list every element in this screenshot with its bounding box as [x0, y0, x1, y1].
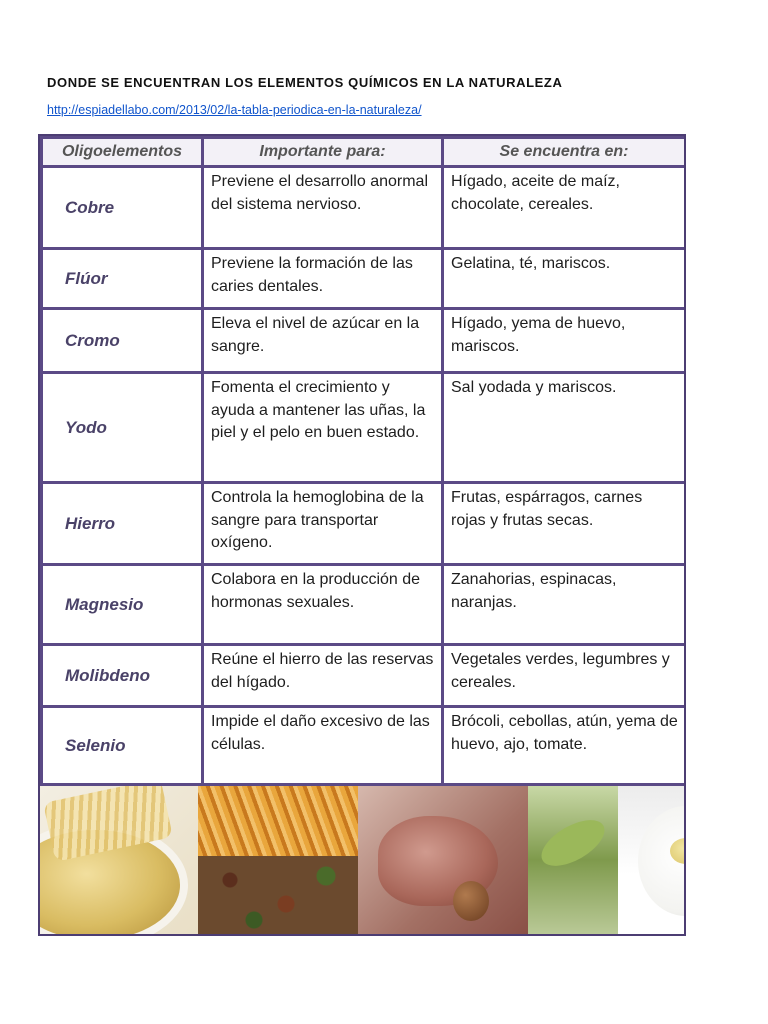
table-row — [42, 645, 686, 707]
element-name: Magnesio — [42, 565, 203, 645]
meat-photo — [358, 786, 528, 934]
egg-photo — [618, 786, 684, 934]
column-header: Se encuentra en: — [443, 138, 686, 167]
column-header: Oligoelementos — [42, 138, 203, 167]
table-row — [42, 565, 686, 645]
element-name: Flúor — [42, 249, 203, 309]
table-row — [42, 249, 686, 309]
element-name: Molibdeno — [42, 645, 203, 707]
table-row — [42, 483, 686, 565]
pasta-and-legumes-photo — [198, 786, 358, 934]
table-row — [42, 373, 686, 483]
source-link[interactable]: http://espiadellabo.com/2013/02/la-tabla-periodica-en-la-naturaleza/ — [47, 103, 422, 117]
leaf-shape — [534, 811, 612, 875]
table-row — [42, 707, 686, 785]
importance-cell: Colabora en la producción de hormonas sexuales. — [203, 565, 443, 645]
source-cell: Sal yodada y mariscos. — [443, 373, 686, 483]
element-name: Hierro — [42, 483, 203, 565]
column-header: Importante para: — [203, 138, 443, 167]
pasta-bowl-photo — [40, 786, 198, 934]
salad-photo — [528, 786, 618, 934]
food-photo-strip — [40, 786, 684, 934]
element-name: Selenio — [42, 707, 203, 785]
importance-cell: Eleva el nivel de azúcar en la sangre. — [203, 309, 443, 373]
source-cell: Hígado, aceite de maíz, chocolate, cereales. — [443, 167, 686, 249]
legumes-shape — [198, 856, 358, 934]
source-cell: Zanahorias, espinacas, naranjas. — [443, 565, 686, 645]
importance-cell: Previene la formación de las caries dentales. — [203, 249, 443, 309]
document-title: DONDE SE ENCUENTRAN LOS ELEMENTOS QUÍMICOS EN LA NATURALEZA — [47, 75, 563, 90]
table-row — [42, 167, 686, 249]
element-name: Cobre — [42, 167, 203, 249]
table-header-row — [42, 138, 686, 167]
oligoelementos-figure — [38, 134, 686, 936]
source-cell: Brócoli, cebollas, atún, yema de huevo, ajo, tomate. — [443, 707, 686, 785]
source-cell: Vegetales verdes, legumbres y cereales. — [443, 645, 686, 707]
oligoelementos-table — [40, 136, 686, 786]
source-cell: Frutas, espárragos, carnes rojas y frutas secas. — [443, 483, 686, 565]
importance-cell: Reúne el hierro de las reservas del hígado. — [203, 645, 443, 707]
importance-cell: Controla la hemoglobina de la sangre para transportar oxígeno. — [203, 483, 443, 565]
table-row — [42, 309, 686, 373]
element-name: Cromo — [42, 309, 203, 373]
importance-cell: Previene el desarrollo anormal del sistema nervioso. — [203, 167, 443, 249]
source-cell: Hígado, yema de huevo, mariscos. — [443, 309, 686, 373]
importance-cell: Impide el daño excesivo de las células. — [203, 707, 443, 785]
element-name: Yodo — [42, 373, 203, 483]
olive-shape — [453, 881, 489, 921]
pasta-shape — [198, 786, 358, 856]
source-cell: Gelatina, té, mariscos. — [443, 249, 686, 309]
importance-cell: Fomenta el crecimiento y ayuda a mantener las uñas, la piel y el pelo en buen estado. — [203, 373, 443, 483]
